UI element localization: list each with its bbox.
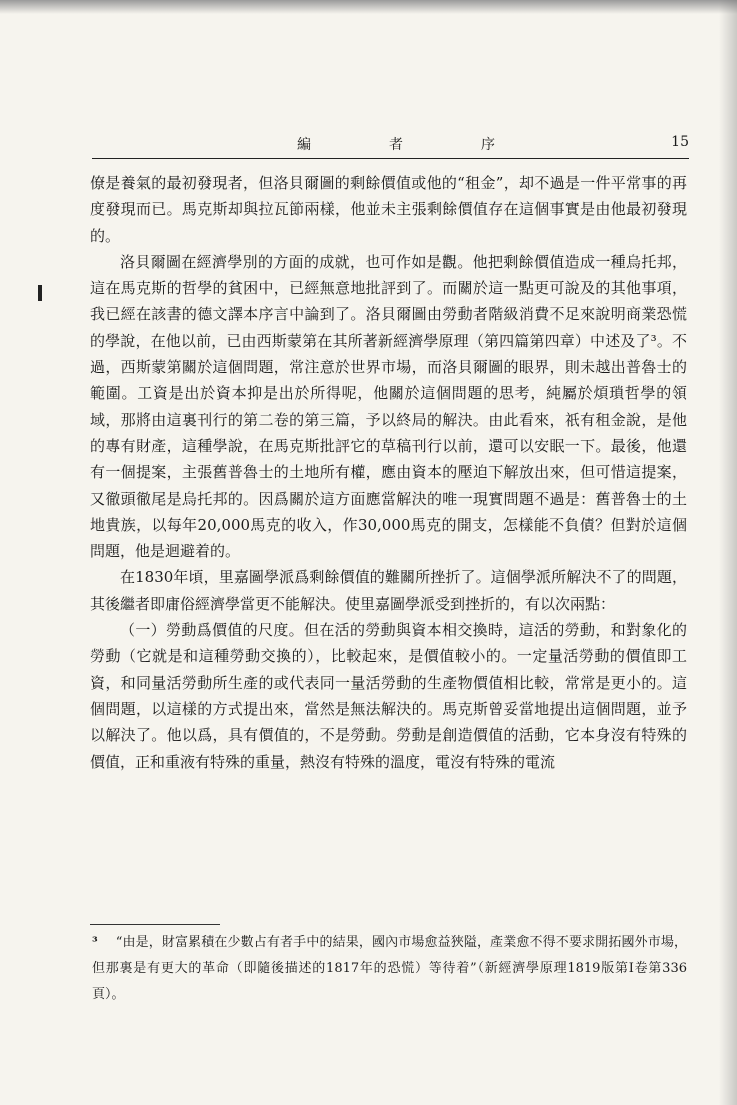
footnote-mark: ³ xyxy=(92,935,98,950)
main-text xyxy=(90,170,687,775)
page-number: 15 xyxy=(671,134,689,150)
running-title: 編者序 xyxy=(297,137,573,153)
running-header xyxy=(92,128,689,158)
scan-shadow-top xyxy=(0,0,737,14)
footnote-rule xyxy=(90,924,220,925)
footnote-text: “由是，財富累積在少數占有者手中的結果，國內市場愈益狹隘，產業愈不得不要求開拓國外市場，但那裏是有更大的革命（即隨後描述的1817年的恐慌）等待着”（新經濟學原理1819版第I卷第336頁）。 xyxy=(92,935,687,1002)
paragraph: 僚是養氣的最初發現者，但洛貝爾圖的剩餘價值或他的“租金”，却不過是一件平常事的再度發現而已。馬克斯却與拉瓦節兩樣，他並未主張剩餘價值存在這個事實是由他最初發現的。 xyxy=(90,174,687,245)
scan-shadow-right xyxy=(719,0,737,1105)
header-rule xyxy=(92,158,689,159)
paragraph: 洛貝爾圖在經濟學別的方面的成就，也可作如是觀。他把剩餘價值造成一種烏托邦，這在馬克斯的哲學的貧困中，已經無意地批評到了。而關於這一點更可說及的其他事項，我已經在該書的德文譯本序言中論到了。洛貝爾圖由勞動者階級消費不足來說明商業恐慌的學說，在他以前，已由西斯蒙第在其所著新經濟學原理（第四篇第四章）中述及了³。不過，西斯蒙第關於這個問題，常注意於世界市場，而洛貝爾圖的眼界，則未越出普魯士的範圍。工資是出於資本抑是出於所得呢，他關於這個問題的思考，純屬於煩瑣哲學的領域，那將由這裏刊行的第二卷的第三篇，予以終局的解決。由此看來，祇有租金說，是他的專有財產，這種學說，在馬克斯批評它的草稿刊行以前，還可以安眠一下。最後，他還有一個提案，主張舊普魯士的土地所有權，應由資本的壓迫下解放出來，但可惜這提案，又徹頭徹尾是烏托邦的。因爲關於這方面應當解決的唯一現實問題不過是：舊普魯士的土地貴族，以每年20,000馬克的收入，作30,000馬克的開支，怎樣能不負債？但對於這個問題，他是迴避着的。 xyxy=(90,252,687,561)
margin-mark xyxy=(38,285,42,301)
paragraph: 在1830年頃，里嘉圖學派爲剩餘價值的難關所挫折了。這個學派所解決不了的問題，其後繼者即庸俗經濟學當更不能解決。使里嘉圖學派受到挫折的，有以次兩點： xyxy=(90,568,687,613)
paragraph: （一）勞動爲價值的尺度。但在活的勞動與資本相交換時，這活的勞動，和對象化的勞動（它就是和這種勞動交換的），比較起來，是價值較小的。一定量活勞動的價值即工資，和同量活勞動所生產的或代表同一量活勞動的生產物價值相比較，常常是更小的。這個問題，以這樣的方式提出來，當然是無法解決的。馬克斯曾妥當地提出這個問題，並予以解決了。他以爲，具有價值的，不是勞動。勞動是創造價值的活動，它本身沒有特殊的價值，正和重液有特殊的重量，熱沒有特殊的溫度，電沒有特殊的電流 xyxy=(90,621,687,771)
footnote xyxy=(92,930,687,1008)
